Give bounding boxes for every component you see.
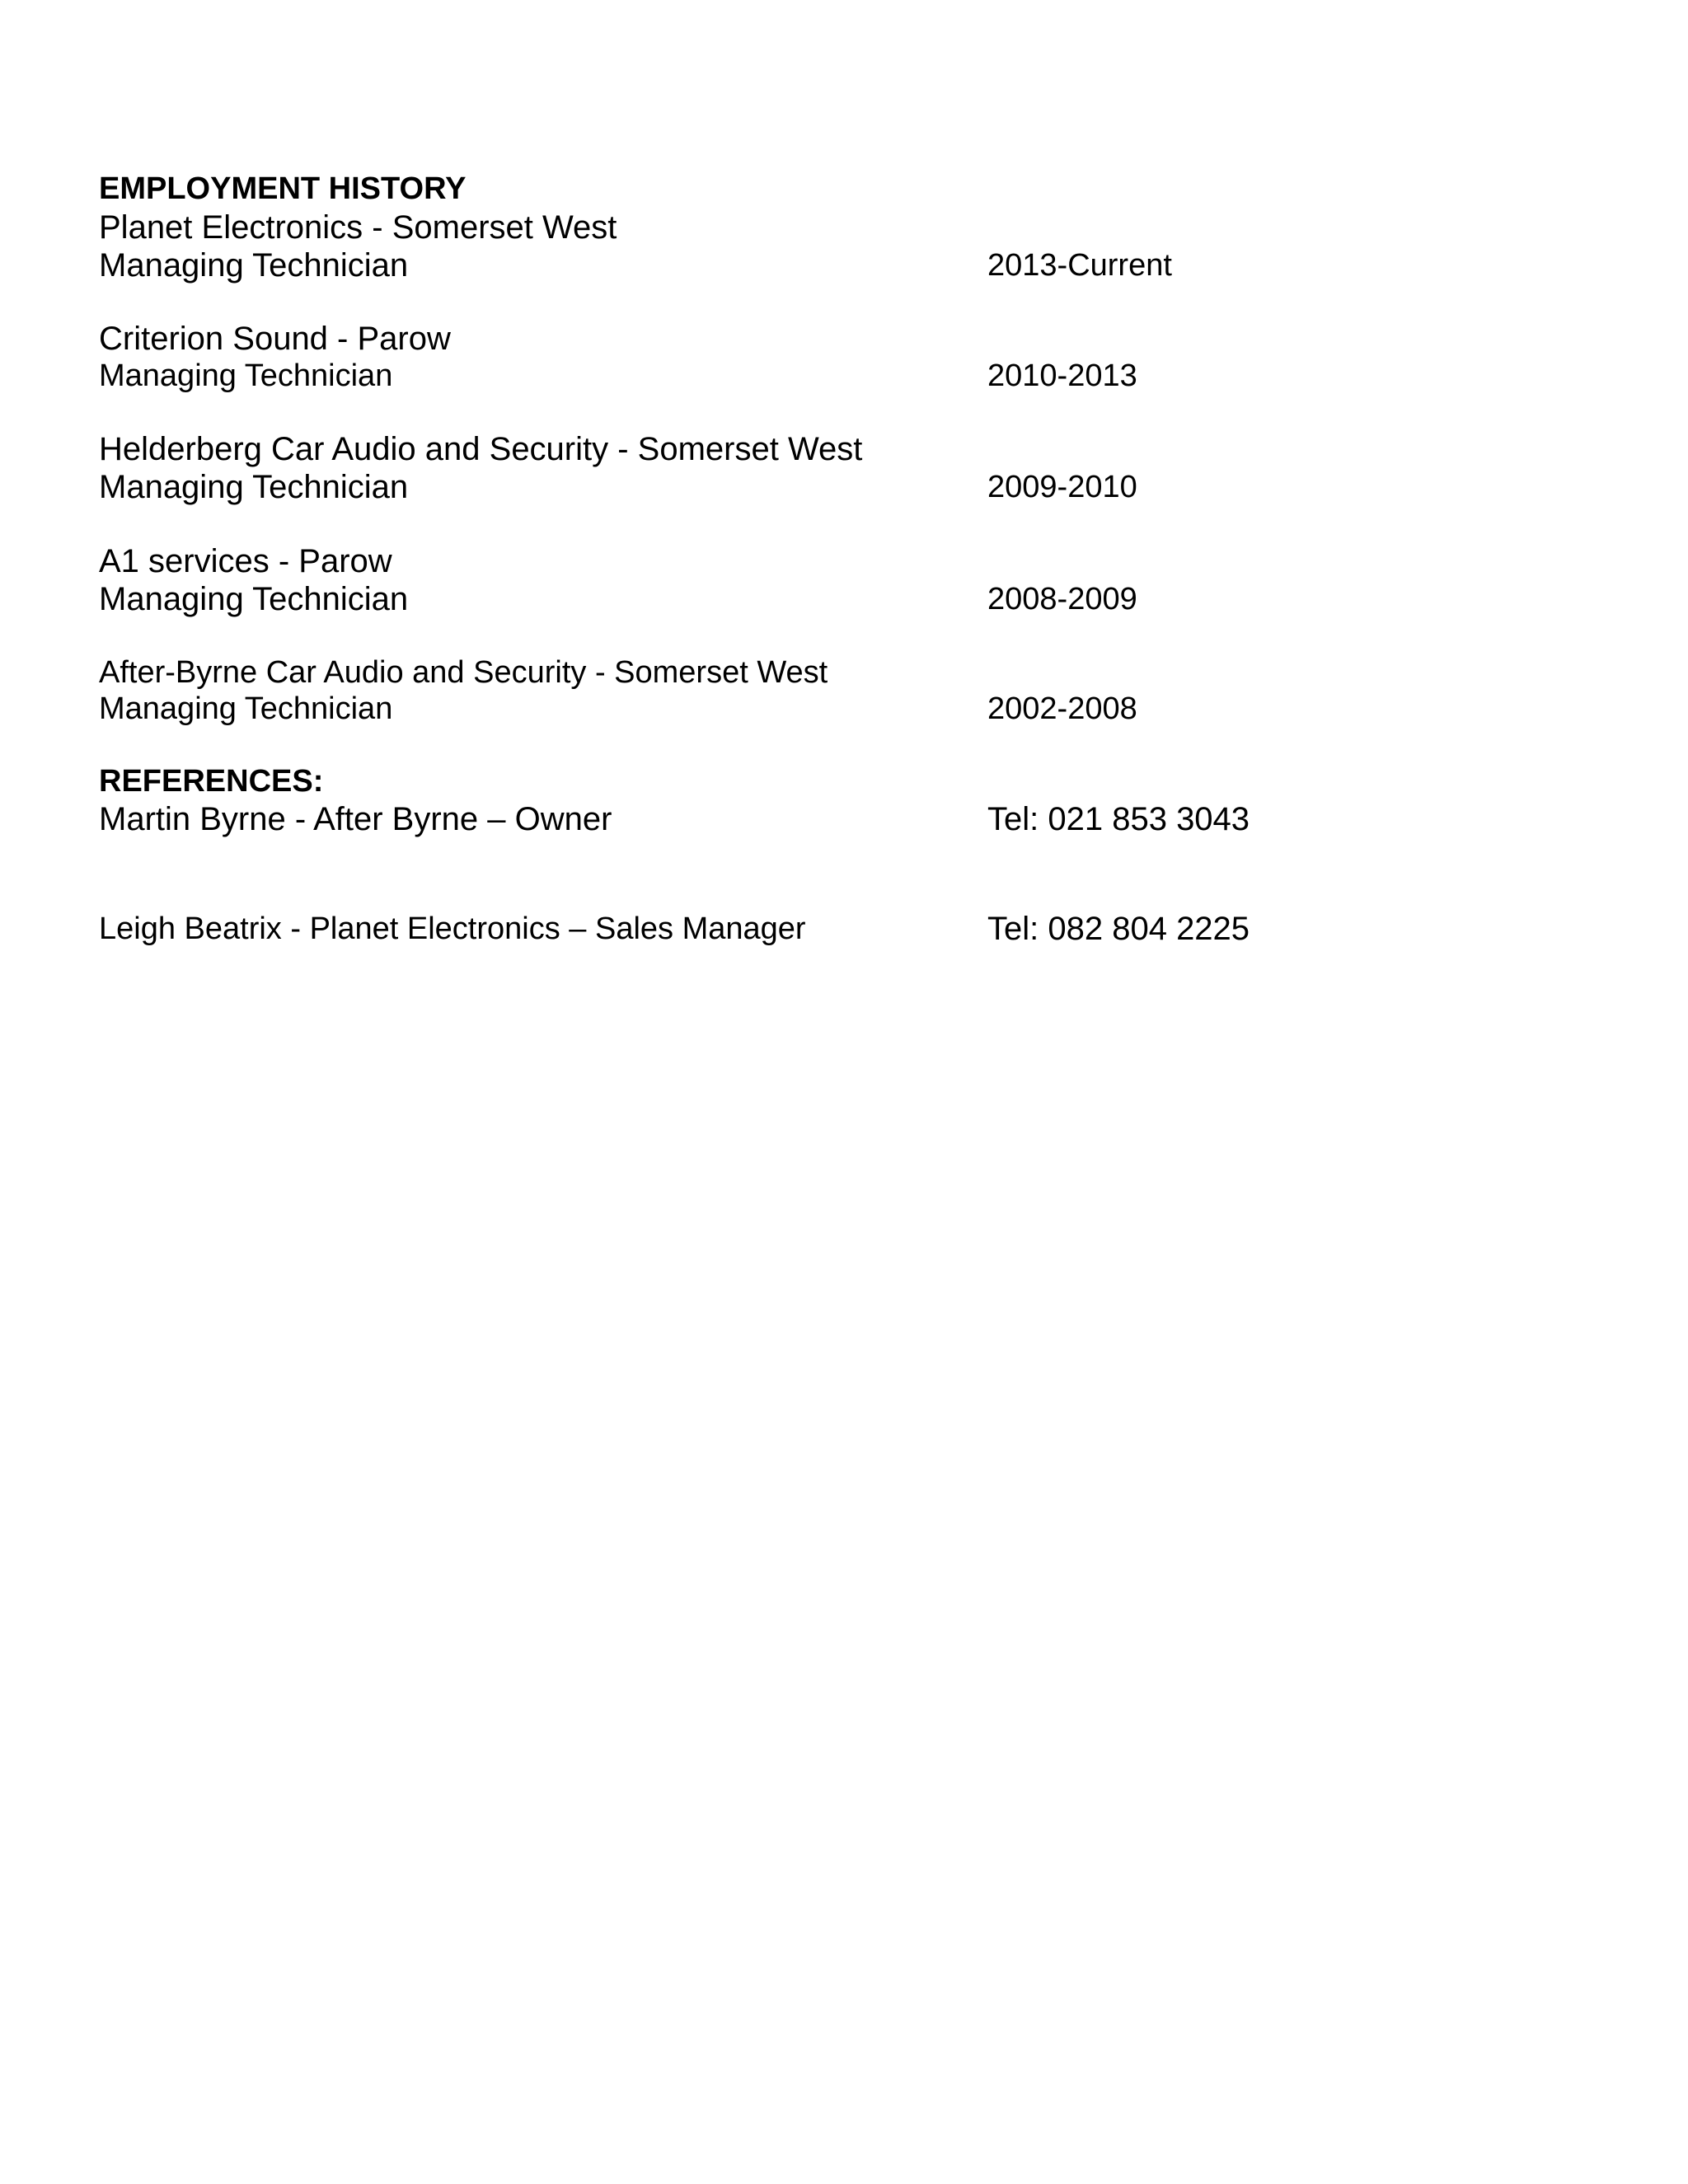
reference-name: Martin Byrne - After Byrne – Owner — [99, 801, 612, 837]
reference-phone: Tel: 082 804 2225 — [987, 911, 1250, 947]
employer-name: After-Byrne Car Audio and Security - Somerset West — [99, 655, 828, 690]
employment-period: 2002-2008 — [987, 691, 1137, 726]
job-role: Managing Technician — [99, 469, 409, 505]
job-role: Managing Technician — [99, 359, 393, 393]
employment-heading: EMPLOYMENT HISTORY — [99, 171, 467, 206]
job-role: Managing Technician — [99, 691, 393, 726]
reference-name: Leigh Beatrix - Planet Electronics – Sales Manager — [99, 912, 806, 946]
employment-period: 2010-2013 — [987, 359, 1137, 393]
employer-name: A1 services - Parow — [99, 543, 392, 579]
employer-name: Planet Electronics - Somerset West — [99, 209, 617, 246]
reference-phone: Tel: 021 853 3043 — [987, 801, 1250, 837]
employment-period: 2008-2009 — [987, 582, 1137, 616]
references-heading: REFERENCES: — [99, 764, 324, 799]
employer-name: Helderberg Car Audio and Security - Somerset West — [99, 431, 863, 467]
employer-name: Criterion Sound - Parow — [99, 321, 451, 357]
employment-period: 2009-2010 — [987, 470, 1137, 504]
employment-period: 2013-Current — [987, 248, 1172, 283]
job-role: Managing Technician — [99, 581, 409, 617]
job-role: Managing Technician — [99, 247, 409, 284]
